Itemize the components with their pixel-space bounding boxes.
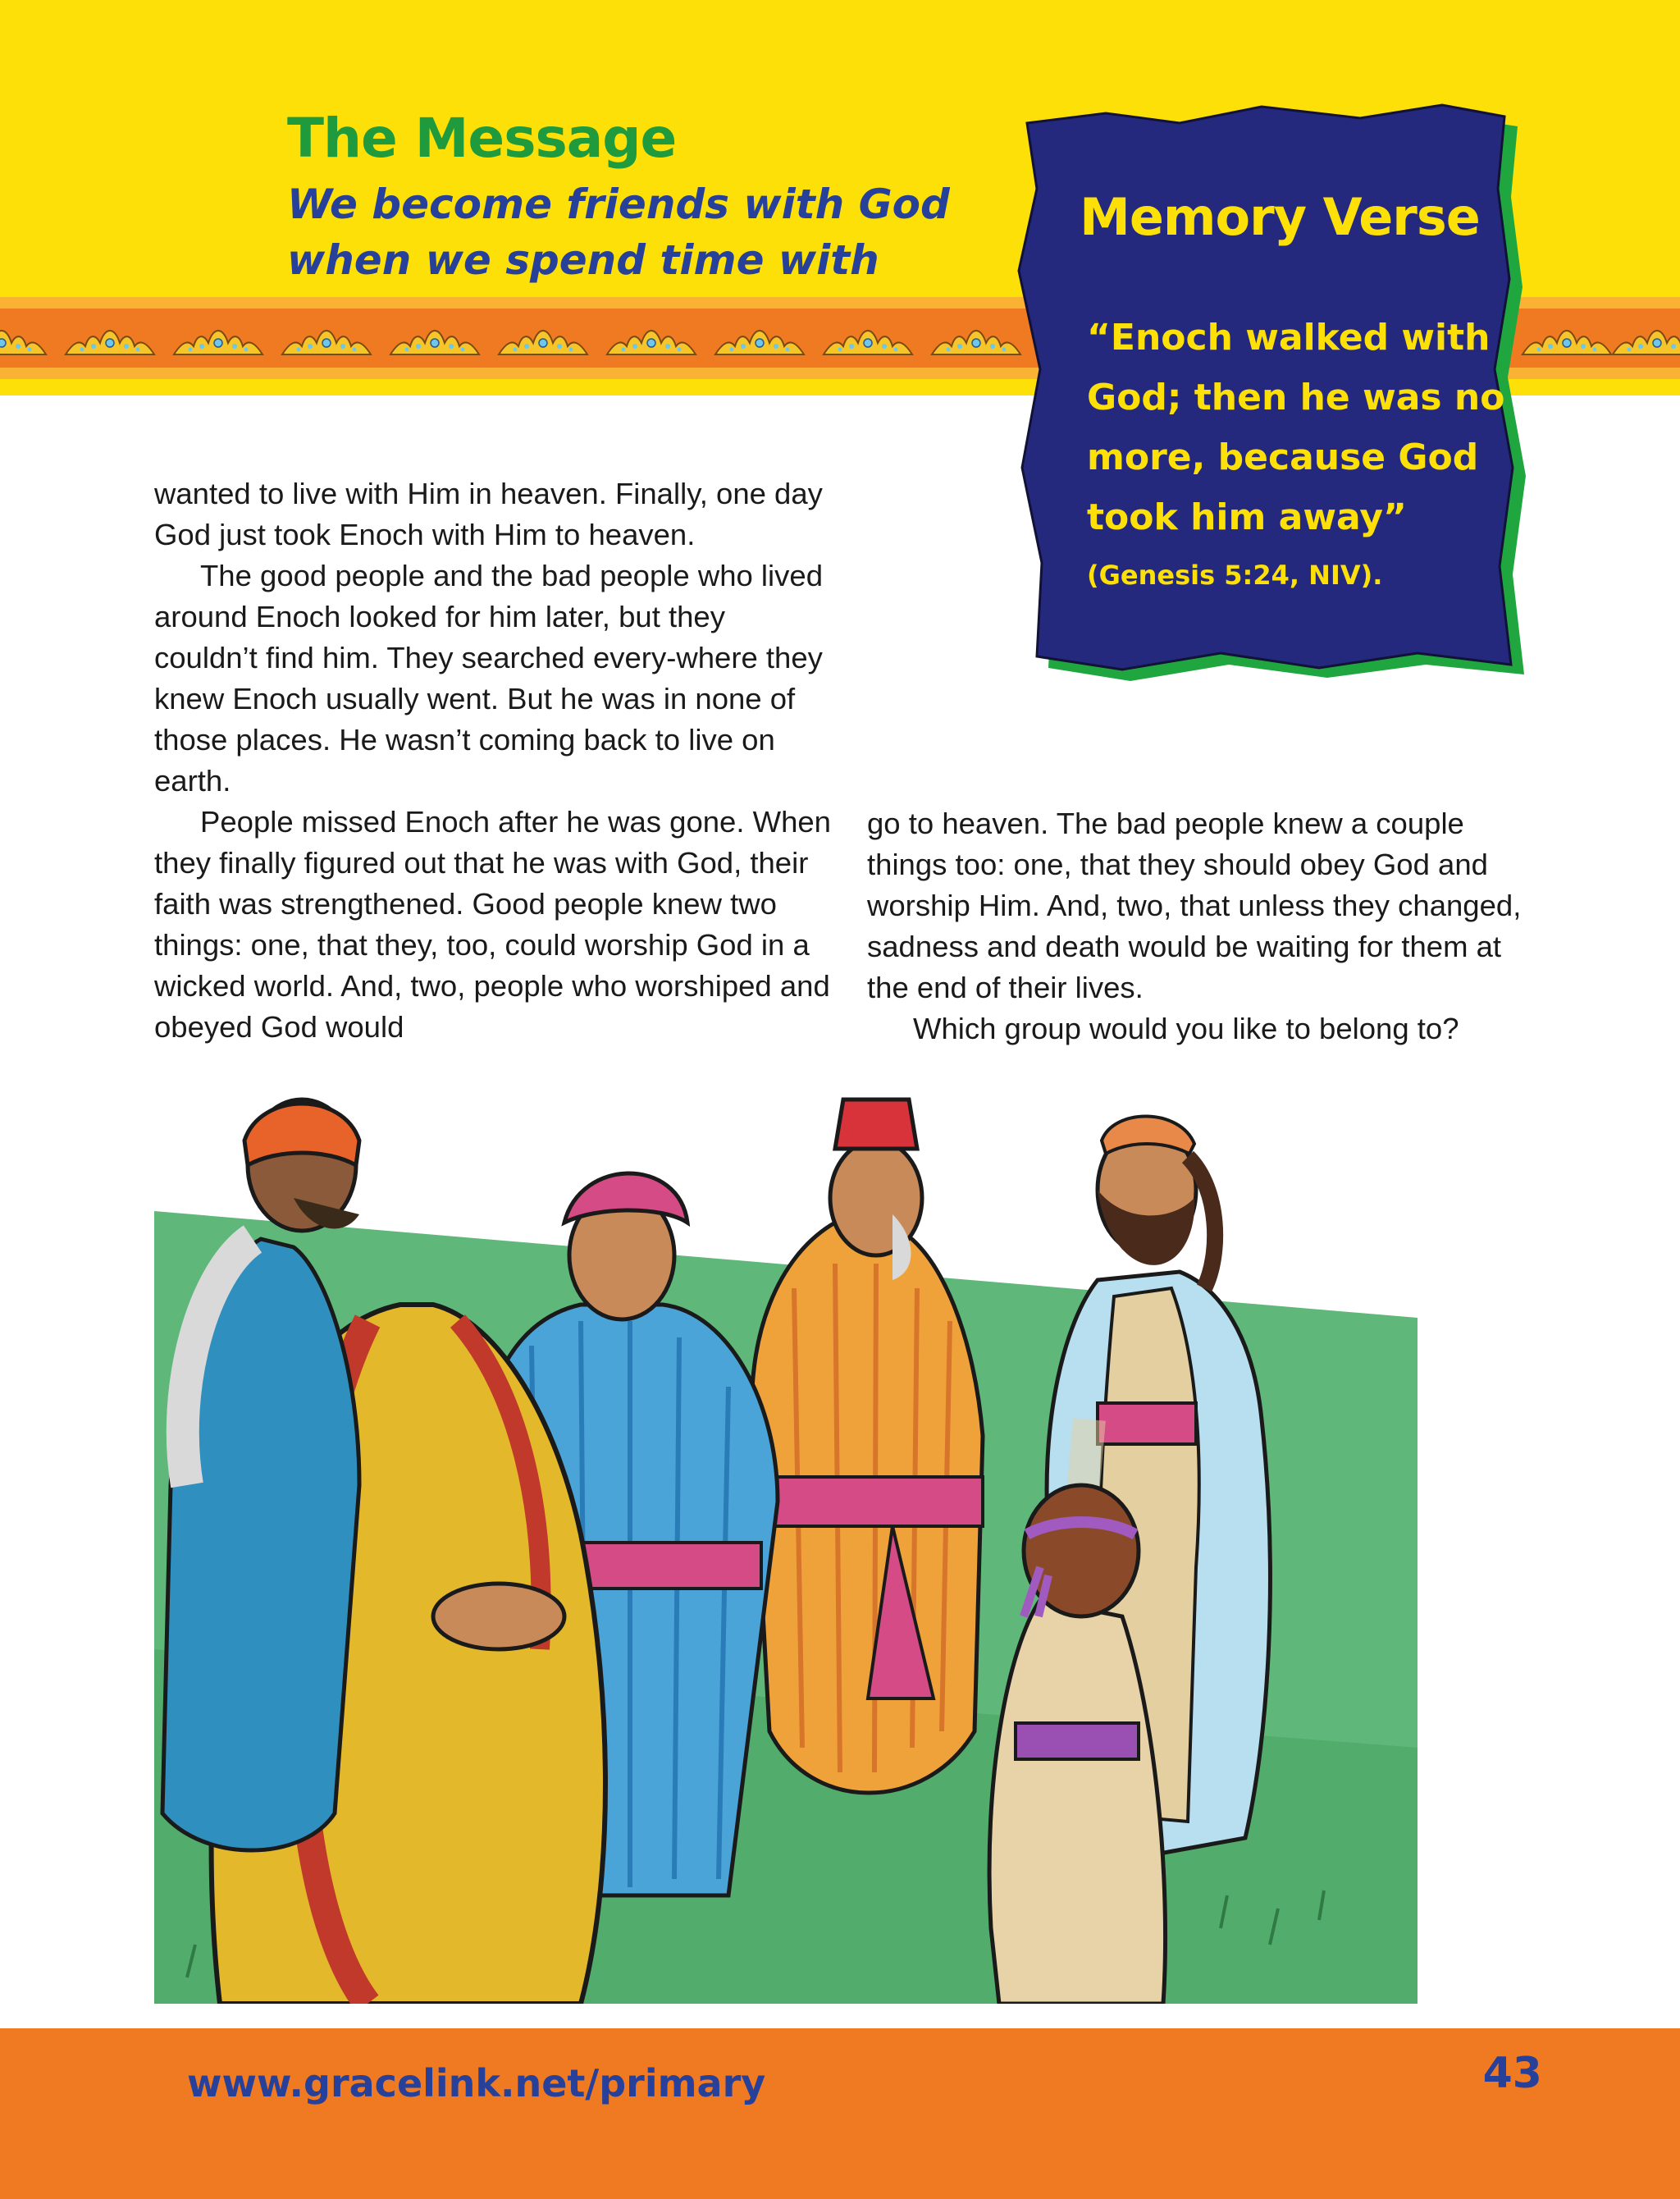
- story-paragraph: go to heaven. The bad people knew a couple things too: one, that they should obey God and worship Him. And, two, that unless they changed, sadness and death would be waiting for them at the end of their lives.: [867, 807, 1522, 1004]
- story-paragraph: Which group would you like to belong to?: [913, 1012, 1459, 1045]
- memory-verse-reference: (Genesis 5:24, NIV).: [1087, 560, 1383, 591]
- memory-verse-text: “Enoch walked with God; then he was no more, because God took him away”: [1087, 317, 1505, 538]
- figure-man-left: [162, 1100, 359, 1850]
- figure-man-orange: [751, 1100, 983, 1793]
- footer-band: [0, 2028, 1680, 2199]
- message-title: The Message: [287, 107, 677, 170]
- story-column-left: [154, 473, 835, 1048]
- illustration-people-listening: [154, 1075, 1418, 2004]
- story-column-right: [867, 803, 1548, 1049]
- page-number: 43: [1482, 2049, 1542, 2098]
- message-text: We become friends with God when we spend time with: [287, 181, 950, 284]
- memory-verse-heading: Memory Verse: [1080, 187, 1480, 247]
- story-paragraph: People missed Enoch after he was gone. When they finally figured out that he was with God, their faith was strengthened. Good people knew two things: one, that they, too, could worship God in a wicked world. And, two, people who worshiped and obeyed God would: [154, 805, 831, 1044]
- story-paragraph: wanted to live with Him in heaven. Finally, one day God just took Enoch with Him to heaven.: [154, 477, 823, 551]
- footer-url-link[interactable]: www.gracelink.net/primary: [187, 2061, 766, 2105]
- story-paragraph: The good people and the bad people who lived around Enoch looked for him later, but they couldn’t find him. They searched every-where they knew Enoch usually went. But he was in none of those places. He wasn’t coming back to live on earth.: [154, 559, 823, 798]
